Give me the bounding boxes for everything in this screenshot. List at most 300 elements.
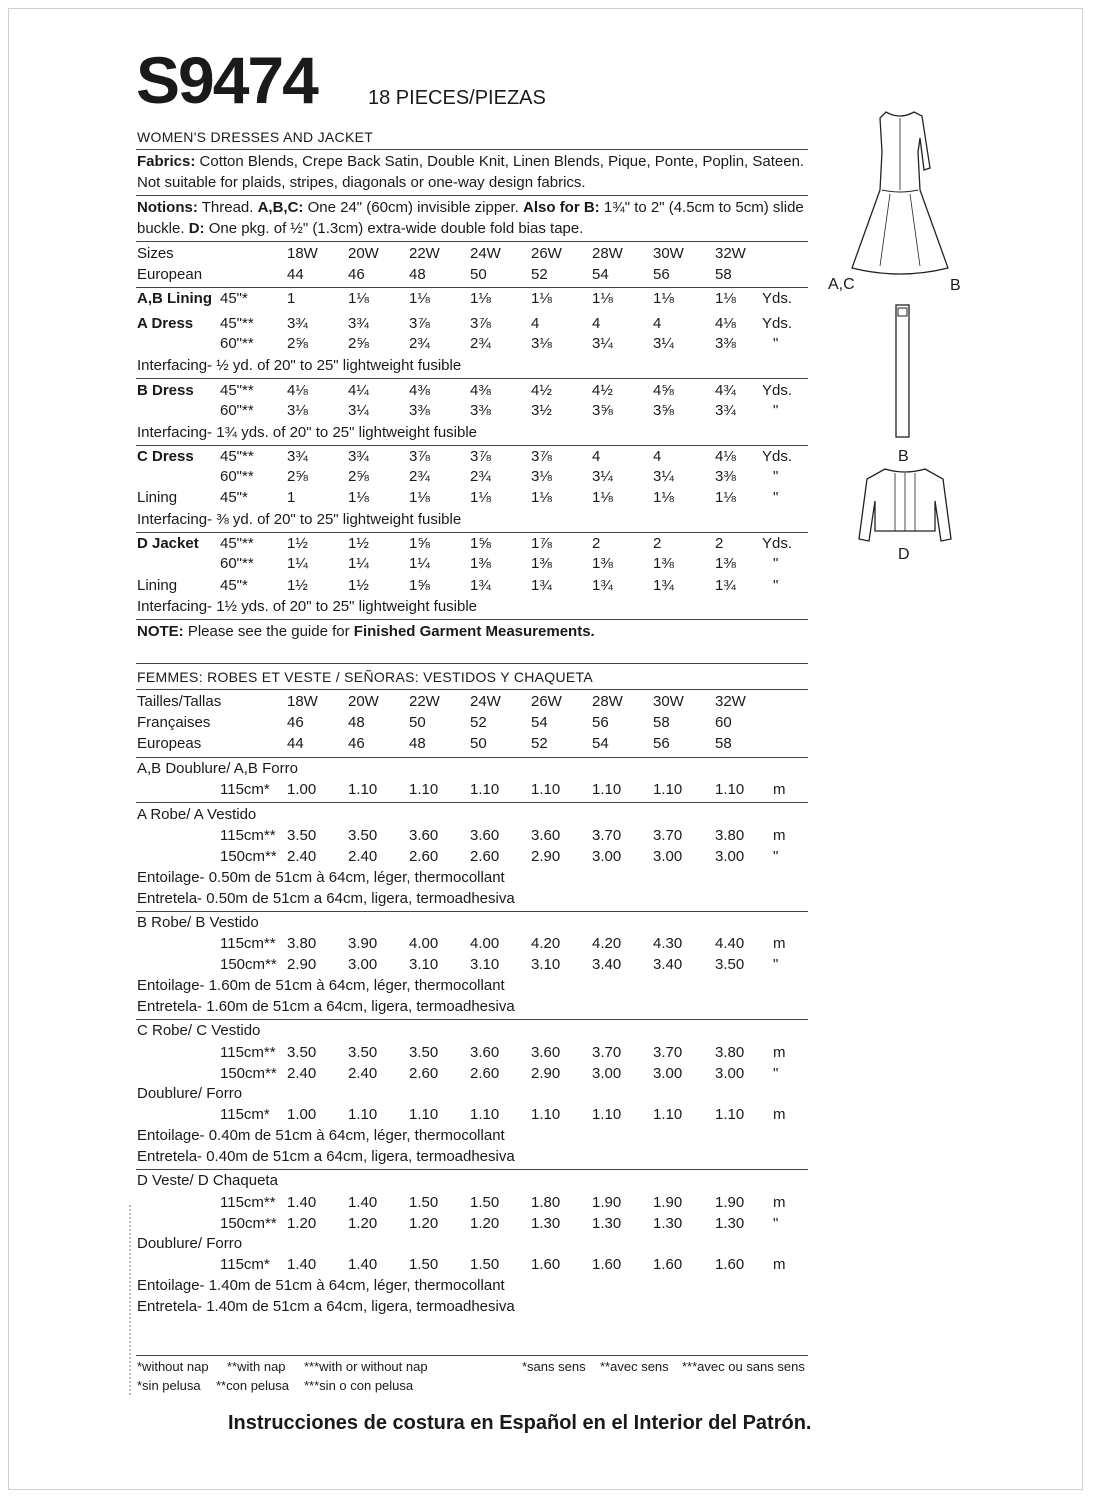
metric-value: 1.10 xyxy=(470,1106,500,1123)
yardage-value: 4 xyxy=(592,315,601,332)
yardage-value: 1⅝ xyxy=(409,535,430,552)
divider xyxy=(136,689,808,690)
metric-unit: m xyxy=(773,1194,786,1211)
legend-avec-sens: **avec sens xyxy=(600,1359,669,1374)
francaise-size: 52 xyxy=(470,714,487,731)
metric-value: 1.50 xyxy=(470,1256,500,1273)
francaise-size: 60 xyxy=(715,714,732,731)
divider xyxy=(136,757,808,758)
yardage-value: 3¼ xyxy=(653,335,674,352)
d-entoilage: Entoilage- 1.40m de 51cm à 64cm, léger, thermocollant xyxy=(137,1277,505,1294)
yardage-value: 3⅜ xyxy=(409,402,430,419)
fabrics-line-2: Not suitable for plaids, stripes, diagonals or one-way design fabrics. xyxy=(137,174,586,191)
yardage-value: 4⅝ xyxy=(653,382,674,399)
yardage-unit: Yds. xyxy=(762,448,793,465)
yardage-value: 1⅛ xyxy=(592,489,613,506)
metric-value: 1.10 xyxy=(470,781,500,798)
yardage-value: 1½ xyxy=(287,577,308,594)
metric-value: 2.90 xyxy=(531,1065,561,1082)
metric-value: 1.50 xyxy=(409,1256,439,1273)
size-26W: 26W xyxy=(531,245,562,262)
yardage-unit: Yds. xyxy=(762,535,793,552)
size-20W: 20W xyxy=(348,245,379,262)
metric-value: 1.60 xyxy=(531,1256,561,1273)
yardage-value: 4¼ xyxy=(348,382,369,399)
yardage-value: 3¾ xyxy=(715,402,736,419)
taille-18W: 18W xyxy=(287,693,318,710)
yardage-value: 1⅛ xyxy=(409,489,430,506)
metric-value: 2.90 xyxy=(531,848,561,865)
europea-size: 48 xyxy=(409,735,426,752)
spanish-title: FEMMES: ROBES ET VESTE / SEÑORAS: VESTIDOS Y CHAQUETA xyxy=(137,669,593,685)
metric-value: 1.10 xyxy=(653,781,683,798)
metric-value: 1.10 xyxy=(348,1106,378,1123)
pattern-number: S9474 xyxy=(136,43,317,117)
yardage-unit: Yds. xyxy=(762,315,793,332)
european-label: European xyxy=(137,266,203,283)
metric-value: 2.40 xyxy=(348,848,378,865)
c-entretela: Entretela- 0.40m de 51cm a 64cm, ligera, termoadhesiva xyxy=(137,1148,515,1165)
yardage-value: 3¼ xyxy=(592,335,613,352)
yardage-unit: Yds. xyxy=(762,290,793,307)
divider xyxy=(136,911,808,912)
metric-width: 150cm** xyxy=(220,1065,277,1082)
row-label: A Dress xyxy=(137,315,194,332)
yardage-value: 1 xyxy=(287,489,296,506)
label-b: B xyxy=(950,277,961,294)
metric-value: 1.10 xyxy=(348,781,378,798)
yardage-unit: " xyxy=(773,489,779,506)
dotted-margin-line xyxy=(129,1205,131,1395)
yardage-unit: " xyxy=(773,402,779,419)
europea-size: 58 xyxy=(715,735,732,752)
size-28W: 28W xyxy=(592,245,623,262)
yardage-value: 3¼ xyxy=(348,402,369,419)
yardage-value: 1¼ xyxy=(409,555,430,572)
yardage-value: 2⅝ xyxy=(348,468,369,485)
b-entoilage: Entoilage- 1.60m de 51cm à 64cm, léger, thermocollant xyxy=(137,977,505,994)
a-entoilage: Entoilage- 0.50m de 51cm à 64cm, léger, thermocollant xyxy=(137,869,505,886)
yardage-value: 1⅜ xyxy=(653,555,674,572)
yardage-value: 2¾ xyxy=(409,468,430,485)
yardage-value: 3¼ xyxy=(653,468,674,485)
yardage-unit: Yds. xyxy=(762,382,793,399)
divider xyxy=(136,1169,808,1170)
taille-30W: 30W xyxy=(653,693,684,710)
interfacing-c: Interfacing- ⅜ yd. of 20" to 25" lightweight fusible xyxy=(137,511,462,528)
yardage-value: 1¾ xyxy=(653,577,674,594)
european-size: 58 xyxy=(715,266,732,283)
yardage-value: 3⅛ xyxy=(531,335,552,352)
metric-unit: m xyxy=(773,1106,786,1123)
metric-value: 1.90 xyxy=(653,1194,683,1211)
metric-value: 1.40 xyxy=(287,1256,317,1273)
metric-value: 1.20 xyxy=(287,1215,317,1232)
yardage-value: 3¾ xyxy=(348,448,369,465)
metric-value: 1.30 xyxy=(715,1215,745,1232)
yardage-value: 1¼ xyxy=(287,555,308,572)
europea-size: 46 xyxy=(348,735,365,752)
metric-value: 1.30 xyxy=(592,1215,622,1232)
european-size: 48 xyxy=(409,266,426,283)
yardage-value: 3⅞ xyxy=(409,315,430,332)
metric-value: 3.60 xyxy=(409,827,439,844)
yardage-value: 2 xyxy=(653,535,662,552)
yardage-value: 1⅛ xyxy=(409,290,430,307)
metric-value: 2.40 xyxy=(287,1065,317,1082)
metric-width: 115cm** xyxy=(220,827,276,844)
yardage-value: 4⅜ xyxy=(409,382,430,399)
size-32W: 32W xyxy=(715,245,746,262)
label-b-belt: B xyxy=(898,448,909,465)
divider xyxy=(136,663,808,664)
metric-value: 3.00 xyxy=(653,848,683,865)
metric-value: 1.00 xyxy=(287,781,317,798)
yardage-value: 1⅜ xyxy=(470,555,491,572)
metric-value: 3.40 xyxy=(592,956,622,973)
divider xyxy=(136,445,808,446)
yardage-value: 1⅛ xyxy=(470,489,491,506)
metric-value: 1.10 xyxy=(531,781,561,798)
metric-value: 1.20 xyxy=(409,1215,439,1232)
notions-line-2: buckle. D: One pkg. of ½" (1.3cm) extra-wide double fold bias tape. xyxy=(137,220,584,237)
yardage-value: 3¾ xyxy=(287,315,308,332)
yardage-width: 45"* xyxy=(220,290,248,307)
yardage-value: 1¾ xyxy=(592,577,613,594)
metric-value: 1.90 xyxy=(592,1194,622,1211)
yardage-value: 1⅛ xyxy=(653,489,674,506)
yardage-value: 3½ xyxy=(531,402,552,419)
metric-value: 1.10 xyxy=(715,1106,745,1123)
yardage-width: 45"** xyxy=(220,382,254,399)
yardage-value: 1½ xyxy=(348,535,369,552)
metric-value: 3.60 xyxy=(531,1044,561,1061)
metric-value: 2.90 xyxy=(287,956,317,973)
divider xyxy=(136,1019,808,1020)
metric-value: 3.80 xyxy=(287,935,317,952)
yardage-value: 2⅝ xyxy=(287,468,308,485)
taille-32W: 32W xyxy=(715,693,746,710)
yardage-value: 3⅜ xyxy=(715,468,736,485)
metric-value: 3.10 xyxy=(531,956,561,973)
yardage-value: 4 xyxy=(531,315,540,332)
a-entretela: Entretela- 0.50m de 51cm a 64cm, ligera, termoadhesiva xyxy=(137,890,515,907)
european-size: 54 xyxy=(592,266,609,283)
metric-value: 2.60 xyxy=(409,1065,439,1082)
taille-26W: 26W xyxy=(531,693,562,710)
yardage-value: 1½ xyxy=(348,577,369,594)
yardage-value: 4 xyxy=(653,448,662,465)
size-22W: 22W xyxy=(409,245,440,262)
yardage-value: 3⅜ xyxy=(715,335,736,352)
yardage-value: 4⅜ xyxy=(470,382,491,399)
metric-value: 3.40 xyxy=(653,956,683,973)
c-lining-label: Doublure/ Forro xyxy=(137,1085,243,1102)
metric-value: 4.00 xyxy=(409,935,439,952)
yardage-value: 2 xyxy=(592,535,601,552)
yardage-value: 4¾ xyxy=(715,382,736,399)
divider xyxy=(136,802,808,803)
metric-width: 115cm** xyxy=(220,1044,276,1061)
european-size: 46 xyxy=(348,266,365,283)
yardage-value: 2¾ xyxy=(409,335,430,352)
yardage-value: 1½ xyxy=(287,535,308,552)
francaise-size: 54 xyxy=(531,714,548,731)
belt-illustration xyxy=(893,303,913,439)
metric-value: 1.60 xyxy=(653,1256,683,1273)
interfacing-a: Interfacing- ½ yd. of 20" to 25" lightweight fusible xyxy=(137,357,462,374)
divider xyxy=(136,1355,808,1356)
yardage-value: 1⅜ xyxy=(531,555,552,572)
metric-value: 3.90 xyxy=(348,935,378,952)
yardage-value: 3⅝ xyxy=(592,402,613,419)
fabrics-line: Fabrics: Cotton Blends, Crepe Back Satin, Double Knit, Linen Blends, Pique, Ponte, Poplin, Sateen. xyxy=(137,153,805,170)
metric-unit: m xyxy=(773,1044,786,1061)
metric-value: 2.40 xyxy=(348,1065,378,1082)
metric-value: 1.00 xyxy=(287,1106,317,1123)
metric-value: 3.50 xyxy=(348,1044,378,1061)
yardage-value: 3⅞ xyxy=(470,448,491,465)
metric-value: 4.30 xyxy=(653,935,683,952)
yardage-value: 4⅛ xyxy=(715,315,736,332)
metric-unit: " xyxy=(773,1215,779,1232)
row-label: D Jacket xyxy=(137,535,199,552)
pieces-count: 18 PIECES/PIEZAS xyxy=(368,87,546,109)
yardage-width: 60"** xyxy=(220,468,254,485)
metric-value: 3.50 xyxy=(287,1044,317,1061)
legend-with-nap: **with nap xyxy=(227,1359,286,1374)
taille-28W: 28W xyxy=(592,693,623,710)
row-label: B Dress xyxy=(137,382,194,399)
european-size: 50 xyxy=(470,266,487,283)
metric-value: 3.50 xyxy=(715,956,745,973)
yardage-value: 3¾ xyxy=(348,315,369,332)
yardage-value: 3⅛ xyxy=(287,402,308,419)
metric-unit: " xyxy=(773,956,779,973)
europeas-label: Europeas xyxy=(137,735,202,752)
metric-value: 3.70 xyxy=(592,827,622,844)
metric-value: 4.40 xyxy=(715,935,745,952)
yardage-unit: " xyxy=(773,468,779,485)
yardage-value: 1⅛ xyxy=(531,290,552,307)
francaise-size: 58 xyxy=(653,714,670,731)
francaises-label: Françaises xyxy=(137,714,211,731)
francaise-size: 48 xyxy=(348,714,365,731)
row-label: Lining xyxy=(137,577,178,594)
metric-value: 1.50 xyxy=(470,1194,500,1211)
yardage-value: 1⅛ xyxy=(653,290,674,307)
d-lining-label: Doublure/ Forro xyxy=(137,1235,243,1252)
francaise-size: 46 xyxy=(287,714,304,731)
metric-value: 1.10 xyxy=(531,1106,561,1123)
yardage-value: 1⅝ xyxy=(470,535,491,552)
row-label: Lining xyxy=(137,489,178,506)
a-robe-label: A Robe/ A Vestido xyxy=(137,806,257,823)
yardage-unit: " xyxy=(773,577,779,594)
metric-value: 3.10 xyxy=(470,956,500,973)
metric-value: 3.70 xyxy=(592,1044,622,1061)
metric-value: 3.80 xyxy=(715,1044,745,1061)
metric-value: 1.40 xyxy=(348,1194,378,1211)
metric-value: 1.40 xyxy=(348,1256,378,1273)
metric-value: 1.10 xyxy=(409,781,439,798)
yardage-value: 1⅝ xyxy=(409,577,430,594)
europea-size: 52 xyxy=(531,735,548,752)
yardage-width: 45"* xyxy=(220,577,248,594)
yardage-value: 4⅛ xyxy=(715,448,736,465)
metric-value: 3.00 xyxy=(348,956,378,973)
yardage-value: 3⅞ xyxy=(531,448,552,465)
yardage-value: 2¾ xyxy=(470,335,491,352)
row-label: C Dress xyxy=(137,448,194,465)
metric-value: 1.50 xyxy=(409,1194,439,1211)
european-size: 44 xyxy=(287,266,304,283)
legend-avec-ou-sans: ***avec ou sans sens xyxy=(682,1359,805,1374)
metric-value: 2.60 xyxy=(470,1065,500,1082)
yardage-value: 3¾ xyxy=(287,448,308,465)
yardage-unit: " xyxy=(773,555,779,572)
metric-value: 3.00 xyxy=(592,1065,622,1082)
metric-width: 150cm** xyxy=(220,956,277,973)
yardage-width: 45"** xyxy=(220,315,254,332)
c-entoilage: Entoilage- 0.40m de 51cm à 64cm, léger, thermocollant xyxy=(137,1127,505,1144)
yardage-value: 1⅜ xyxy=(715,555,736,572)
legend-sin-pelusa: *sin pelusa xyxy=(137,1378,201,1393)
yardage-value: 1⅛ xyxy=(715,489,736,506)
divider xyxy=(136,619,808,620)
c-robe-label: C Robe/ C Vestido xyxy=(137,1022,261,1039)
yardage-value: 1⅛ xyxy=(715,290,736,307)
tailles-label: Tailles/Tallas xyxy=(137,693,222,710)
metric-width: 115cm** xyxy=(220,1194,276,1211)
metric-value: 1.30 xyxy=(653,1215,683,1232)
metric-value: 3.60 xyxy=(470,827,500,844)
yardage-value: 3¼ xyxy=(592,468,613,485)
yardage-value: 2 xyxy=(715,535,724,552)
taille-20W: 20W xyxy=(348,693,379,710)
metric-value: 2.60 xyxy=(409,848,439,865)
metric-value: 1.10 xyxy=(592,781,622,798)
metric-unit: m xyxy=(773,827,786,844)
divider xyxy=(136,241,808,242)
jacket-illustration xyxy=(855,465,955,545)
yardage-value: 2⅝ xyxy=(287,335,308,352)
legend-con-pelusa: **con pelusa xyxy=(216,1378,289,1393)
metric-value: 1.10 xyxy=(715,781,745,798)
metric-unit: " xyxy=(773,1065,779,1082)
metric-value: 4.20 xyxy=(592,935,622,952)
yardage-value: 4 xyxy=(592,448,601,465)
metric-width: 115cm* xyxy=(220,1106,270,1123)
label-ac: A,C xyxy=(828,276,855,293)
yardage-width: 45"** xyxy=(220,448,254,465)
metric-value: 1.60 xyxy=(592,1256,622,1273)
metric-value: 3.60 xyxy=(531,827,561,844)
divider xyxy=(136,149,808,150)
size-24W: 24W xyxy=(470,245,501,262)
metric-value: 1.10 xyxy=(592,1106,622,1123)
metric-value: 1.60 xyxy=(715,1256,745,1273)
metric-value: 3.00 xyxy=(715,848,745,865)
metric-unit: m xyxy=(773,1256,786,1273)
row-label: A,B Lining xyxy=(137,290,212,307)
legend-with-or-without: ***with or without nap xyxy=(304,1359,428,1374)
metric-width: 115cm* xyxy=(220,1256,270,1273)
metric-value: 3.50 xyxy=(409,1044,439,1061)
yardage-value: 3⅜ xyxy=(470,402,491,419)
metric-value: 1.90 xyxy=(715,1194,745,1211)
metric-value: 3.50 xyxy=(348,827,378,844)
yardage-value: 3⅞ xyxy=(409,448,430,465)
yardage-value: 3⅞ xyxy=(470,315,491,332)
sizes-label: Sizes xyxy=(137,245,174,262)
legend-sans-sens: *sans sens xyxy=(522,1359,586,1374)
yardage-width: 45"* xyxy=(220,489,248,506)
yardage-value: 4⅛ xyxy=(287,382,308,399)
metric-width: 150cm** xyxy=(220,1215,277,1232)
metric-value: 3.70 xyxy=(653,1044,683,1061)
metric-value: 1.80 xyxy=(531,1194,561,1211)
english-title: WOMEN'S DRESSES AND JACKET xyxy=(137,129,374,145)
european-size: 56 xyxy=(653,266,670,283)
d-entretela: Entretela- 1.40m de 51cm a 64cm, ligera, termoadhesiva xyxy=(137,1298,515,1315)
metric-value: 1.20 xyxy=(348,1215,378,1232)
metric-unit: " xyxy=(773,848,779,865)
metric-value: 3.00 xyxy=(653,1065,683,1082)
yardage-value: 1⅛ xyxy=(592,290,613,307)
metric-value: 3.00 xyxy=(715,1065,745,1082)
metric-value: 4.20 xyxy=(531,935,561,952)
b-robe-label: B Robe/ B Vestido xyxy=(137,914,259,931)
b-entretela: Entretela- 1.60m de 51cm a 64cm, ligera, termoadhesiva xyxy=(137,998,515,1015)
yardage-value: 1¾ xyxy=(715,577,736,594)
metric-unit: m xyxy=(773,781,786,798)
metric-value: 1.10 xyxy=(653,1106,683,1123)
yardage-unit: " xyxy=(773,335,779,352)
yardage-width: 45"** xyxy=(220,535,254,552)
metric-width: 115cm* xyxy=(220,781,270,798)
yardage-value: 1⅜ xyxy=(592,555,613,572)
yardage-value: 1 xyxy=(287,290,296,307)
yardage-value: 1⅛ xyxy=(348,489,369,506)
legend-without-nap: *without nap xyxy=(137,1359,209,1374)
note-line: NOTE: Please see the guide for Finished Garment Measurements. xyxy=(137,623,595,640)
yardage-value: 3⅝ xyxy=(653,402,674,419)
yardage-width: 60"** xyxy=(220,402,254,419)
metric-value: 3.10 xyxy=(409,956,439,973)
interfacing-b: Interfacing- 1¾ yds. of 20" to 25" lightweight fusible xyxy=(137,424,478,441)
yardage-value: 2⅝ xyxy=(348,335,369,352)
metric-value: 3.70 xyxy=(653,827,683,844)
dress-illustration xyxy=(850,108,950,280)
yardage-value: 1⅛ xyxy=(531,489,552,506)
metric-value: 1.30 xyxy=(531,1215,561,1232)
yardage-width: 60"** xyxy=(220,555,254,572)
size-18W: 18W xyxy=(287,245,318,262)
metric-value: 3.60 xyxy=(470,1044,500,1061)
yardage-value: 1⅞ xyxy=(531,535,552,552)
yardage-value: 1¾ xyxy=(470,577,491,594)
divider xyxy=(136,287,808,288)
taille-24W: 24W xyxy=(470,693,501,710)
d-veste-label: D Veste/ D Chaqueta xyxy=(137,1172,278,1189)
metric-value: 2.40 xyxy=(287,848,317,865)
metric-value: 3.00 xyxy=(592,848,622,865)
taille-22W: 22W xyxy=(409,693,440,710)
yardage-value: 3⅛ xyxy=(531,468,552,485)
metric-value: 3.80 xyxy=(715,827,745,844)
metric-value: 4.00 xyxy=(470,935,500,952)
